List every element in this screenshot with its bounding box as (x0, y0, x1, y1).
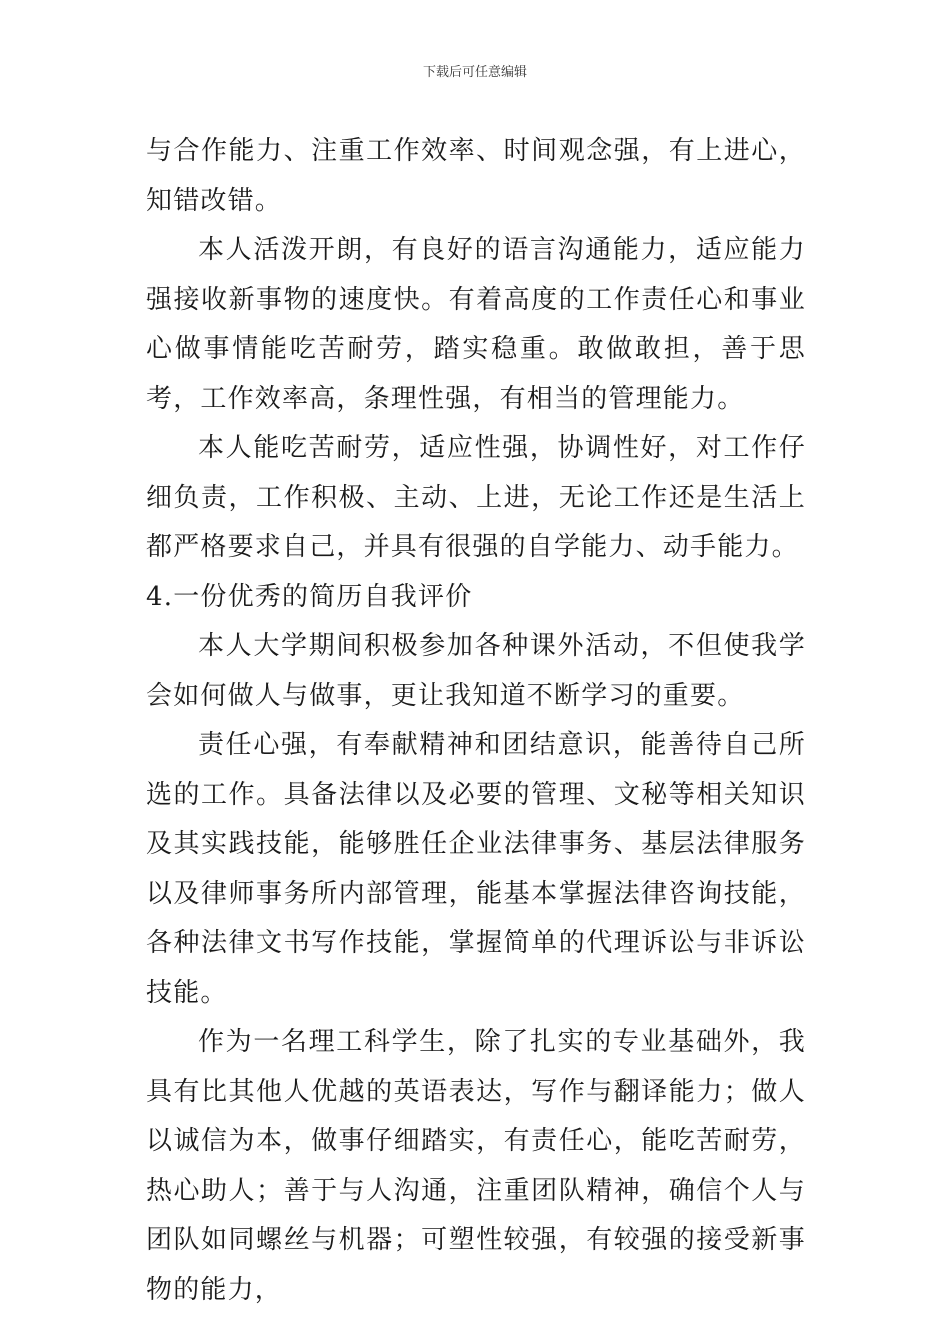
paragraph-continuation: 与合作能力、注重工作效率、时间观念强，有上进心，知错改错。 (146, 136, 806, 216)
paragraph-responsibility: 责任心强，有奉献精神和团结意识，能善待自己所选的工作。具备法律以及必要的管理、文秘等相关知识及其实践技能，能够胜任企业法律事务、基层法律服务以及律师事务所内部管理，能基本掌握法律咨询技能，各种法律文书写作技能，掌握简单的代理诉讼与非诉讼技能。 (146, 730, 806, 1008)
document-body (146, 127, 806, 1315)
paragraph-work-attitude: 本人能吃苦耐劳，适应性强，协调性好，对工作仔细负责，工作积极、主动、上进，无论工作还是生活上都严格要求自己，并具有很强的自学能力、动手能力。 (146, 433, 806, 562)
section-heading: 4.一份优秀的简历自我评价 (146, 581, 473, 612)
paragraph-science-student: 作为一名理工科学生，除了扎实的专业基础外，我具有比其他人优越的英语表达，写作与翻译能力；做人以诚信为本，做事仔细踏实，有责任心，能吃苦耐劳，热心助人；善于与人沟通，注重团队精神，确信个人与团队如同螺丝与机器；可塑性较强，有较强的接受新事物的能力， (146, 1027, 806, 1305)
page-header: 下载后可任意编辑 (422, 65, 527, 80)
paragraph-personality: 本人活泼开朗，有良好的语言沟通能力，适应能力强接收新事物的速度快。有着高度的工作责任心和事业心做事情能吃苦耐劳，踏实稳重。敢做敢担，善于思考，工作效率高，条理性强，有相当的管理能力。 (146, 235, 806, 414)
paragraph-university: 本人大学期间积极参加各种课外活动，不但使我学会如何做人与做事，更让我知道不断学习的重要。 (146, 631, 806, 711)
